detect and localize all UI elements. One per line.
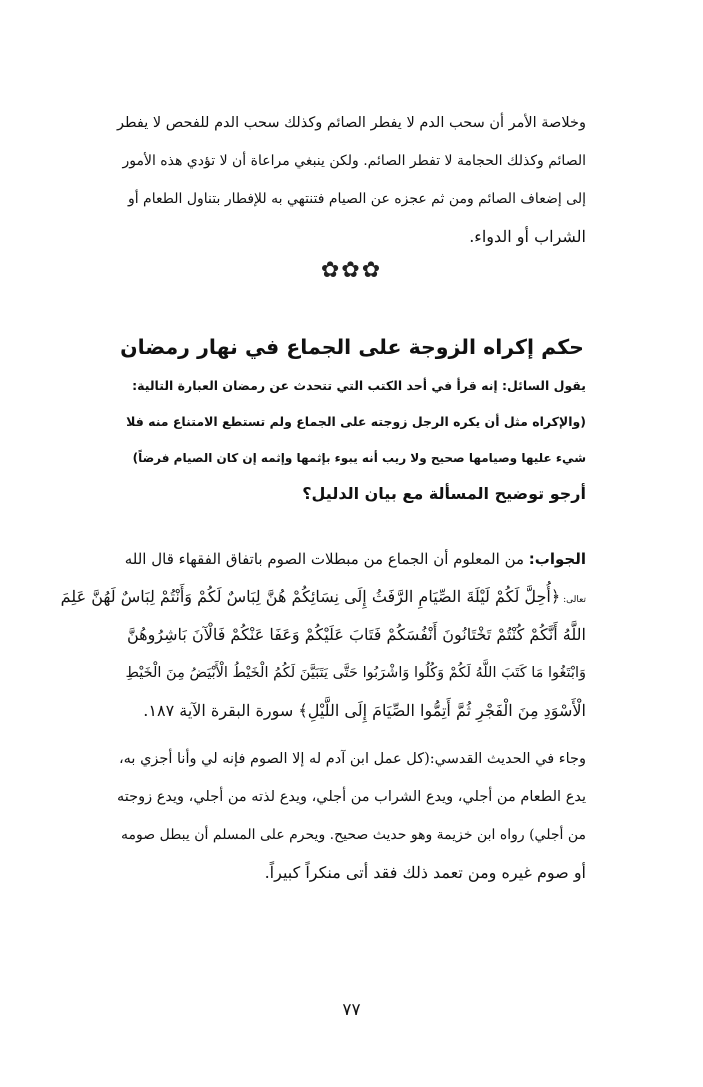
answer-line [118, 692, 586, 730]
question-line: أرجو توضيح المسألة مع بيان الدليل؟ [302, 484, 586, 503]
quran-verse-line: ﴿أُحِلَّ لَكُمْ لَيْلَةَ الصِّيَامِ الرَّفَثُ إِلَى نِسَائِكُمْ هُنَّ لِبَاسٌ لَكُمْ وَأَنْتُمْ لِبَاسٌ لَهُنَّ عَلِمَ [60, 587, 561, 606]
section-title: حكم إكراه الزوجة على الجماع في نهار رمضان [120, 335, 584, 359]
ornament-separator-icon: ✿✿✿ [320, 258, 383, 283]
answer-line [60, 578, 586, 616]
question-line: يقول السائل: إنه قرأ في أحد الكتب التي تتحدث عن رمضان العبارة التالية: [132, 378, 586, 393]
answer-paragraph [60, 540, 586, 730]
quran-verse-line: الْأَسْوَدِ مِنَ الْفَجْرِ ثُمَّ أَتِمُّوا الصِّيَامَ إِلَى اللَّيْلِ﴾ [298, 701, 586, 720]
quran-verse-line: وَابْتَغُوا مَا كَتَبَ اللَّهُ لَكُمْ وَكُلُوا وَاشْرَبُوا حَتَّى يَتَبَيَّنَ لَكُمُ الْخَيْطُ الْأَبْيَضُ مِنَ الْخَيْطِ [125, 665, 586, 681]
quran-verse-line: اللَّهُ أَنَّكُمْ كُنْتُمْ تَخْتَانُونَ أَنْفُسَكُمْ فَتَابَ عَلَيْكُمْ وَعَفَا عَنْكُمْ فَالْآنَ بَاشِرُوهُنَّ [126, 625, 586, 644]
question-paragraph [118, 368, 586, 512]
intro-paragraph [118, 104, 586, 256]
answer-lead: الجواب: [528, 550, 586, 568]
answer-text: من المعلوم أن الجماع من مبطلات الصوم باتفاق الفقهاء قال الله [124, 550, 529, 568]
paragraph-line: وخلاصة الأمر أن سحب الدم لا يفطر الصائم وكذلك سحب الدم للفحص لا يفطر [117, 115, 586, 131]
paragraph-line: الصائم وكذلك الحجامة لا تفطر الصائم. ولكن ينبغي مراعاة أن لا تؤدي هذه الأمور [122, 153, 586, 169]
verse-reference: سورة البقرة الآية ١٨٧. [143, 701, 299, 720]
verse-intro: تعالى: [563, 595, 586, 605]
question-line: (والإكراه مثل أن يكره الرجل زوجته على الجماع ولم تستطع الامتناع منه فلا [126, 414, 586, 429]
question-line: شيء عليها وصيامها صحيح ولا ريب أنه يبوء بإثمها وإثمه إن كان الصيام فرضاً) [132, 451, 586, 465]
page-number: ٧٧ [342, 1000, 361, 1020]
answer-line [118, 540, 586, 578]
hadith-paragraph [118, 740, 586, 892]
paragraph-line: من أجلي) رواه ابن خزيمة وهو حديث صحيح. ويحرم على المسلم أن يبطل صومه [121, 827, 586, 843]
paragraph-line: الشراب أو الدواء. [469, 227, 586, 246]
paragraph-line: يدع الطعام من أجلي، ويدع الشراب من أجلي، ويدع لذته من أجلي، ويدع زوجته [117, 789, 586, 805]
paragraph-line: أو صوم غيره ومن تعمد ذلك فقد أتى منكراً كبيراً. [264, 863, 586, 882]
paragraph-line: إلى إضعاف الصائم ومن ثم عجزه عن الصيام فتنتهي به للإفطار بتناول الطعام أو [127, 191, 586, 207]
paragraph-line: وجاء في الحديث القدسي:(كل عمل ابن آدم له إلا الصوم فإنه لي وأنا أجزي به، [118, 751, 586, 767]
